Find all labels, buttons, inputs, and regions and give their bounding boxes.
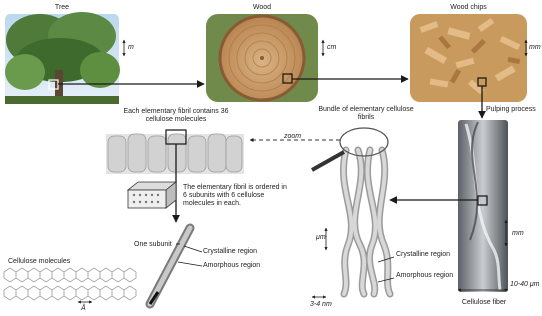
- wood-chips-title: Wood chips: [450, 4, 487, 11]
- tree-scale: m: [128, 44, 134, 51]
- pulping-label: Pulping process: [486, 106, 536, 113]
- fibril-width-scale: 3-4 nm: [310, 301, 332, 308]
- magnifier-handle: [312, 152, 344, 170]
- bundle-crystalline-label: Crystalline region: [396, 251, 451, 258]
- bundle-title: Bundle of elementary cellulose fibrils: [318, 106, 414, 121]
- zoom-label: zoom: [284, 133, 302, 140]
- wood-chips-photo: [410, 14, 527, 102]
- subunit-crystalline-label: Crystalline region: [203, 248, 258, 255]
- cellulose-fiber: [458, 120, 508, 292]
- fiber-width-scale: 10-40 μm: [510, 281, 540, 288]
- cellulose-molecule-chains: [4, 268, 136, 300]
- cellulose-molecules-label: Cellulose molecules: [8, 258, 71, 265]
- angstrom-scale: Å: [81, 305, 86, 312]
- one-subunit-label: One subunit: [134, 241, 172, 248]
- chips-scale: mm: [529, 44, 541, 51]
- subunit-amorphous-label: Amorphous region: [203, 262, 261, 269]
- subunit-note: The elementary fibril is ordered in 6 subunits with 6 cellulose molecules in each.: [183, 184, 287, 207]
- bundle-amorphous-label: Amorphous region: [396, 272, 454, 279]
- bundle-length-scale: μm: [316, 234, 326, 241]
- fiber-length-scale: mm: [512, 230, 524, 237]
- tree-title: Tree: [54, 4, 70, 11]
- wood-scale: cm: [327, 44, 337, 51]
- subunit-box: [128, 182, 176, 208]
- leader-amorphous-subunit: [178, 262, 202, 266]
- fibril-title: Each elementary fibril contains 36 cellulose molecules: [123, 108, 229, 123]
- wood-photo: [206, 14, 318, 102]
- cellulose-fiber-caption: Cellulose fiber: [461, 299, 507, 306]
- tree-photo: [5, 12, 120, 104]
- leader-crystalline-subunit: [184, 246, 202, 252]
- subunit-rod: [150, 228, 190, 304]
- elementary-fibrils: [106, 130, 244, 174]
- magnifier-lens: [340, 128, 388, 156]
- wood-title: Wood: [252, 4, 272, 11]
